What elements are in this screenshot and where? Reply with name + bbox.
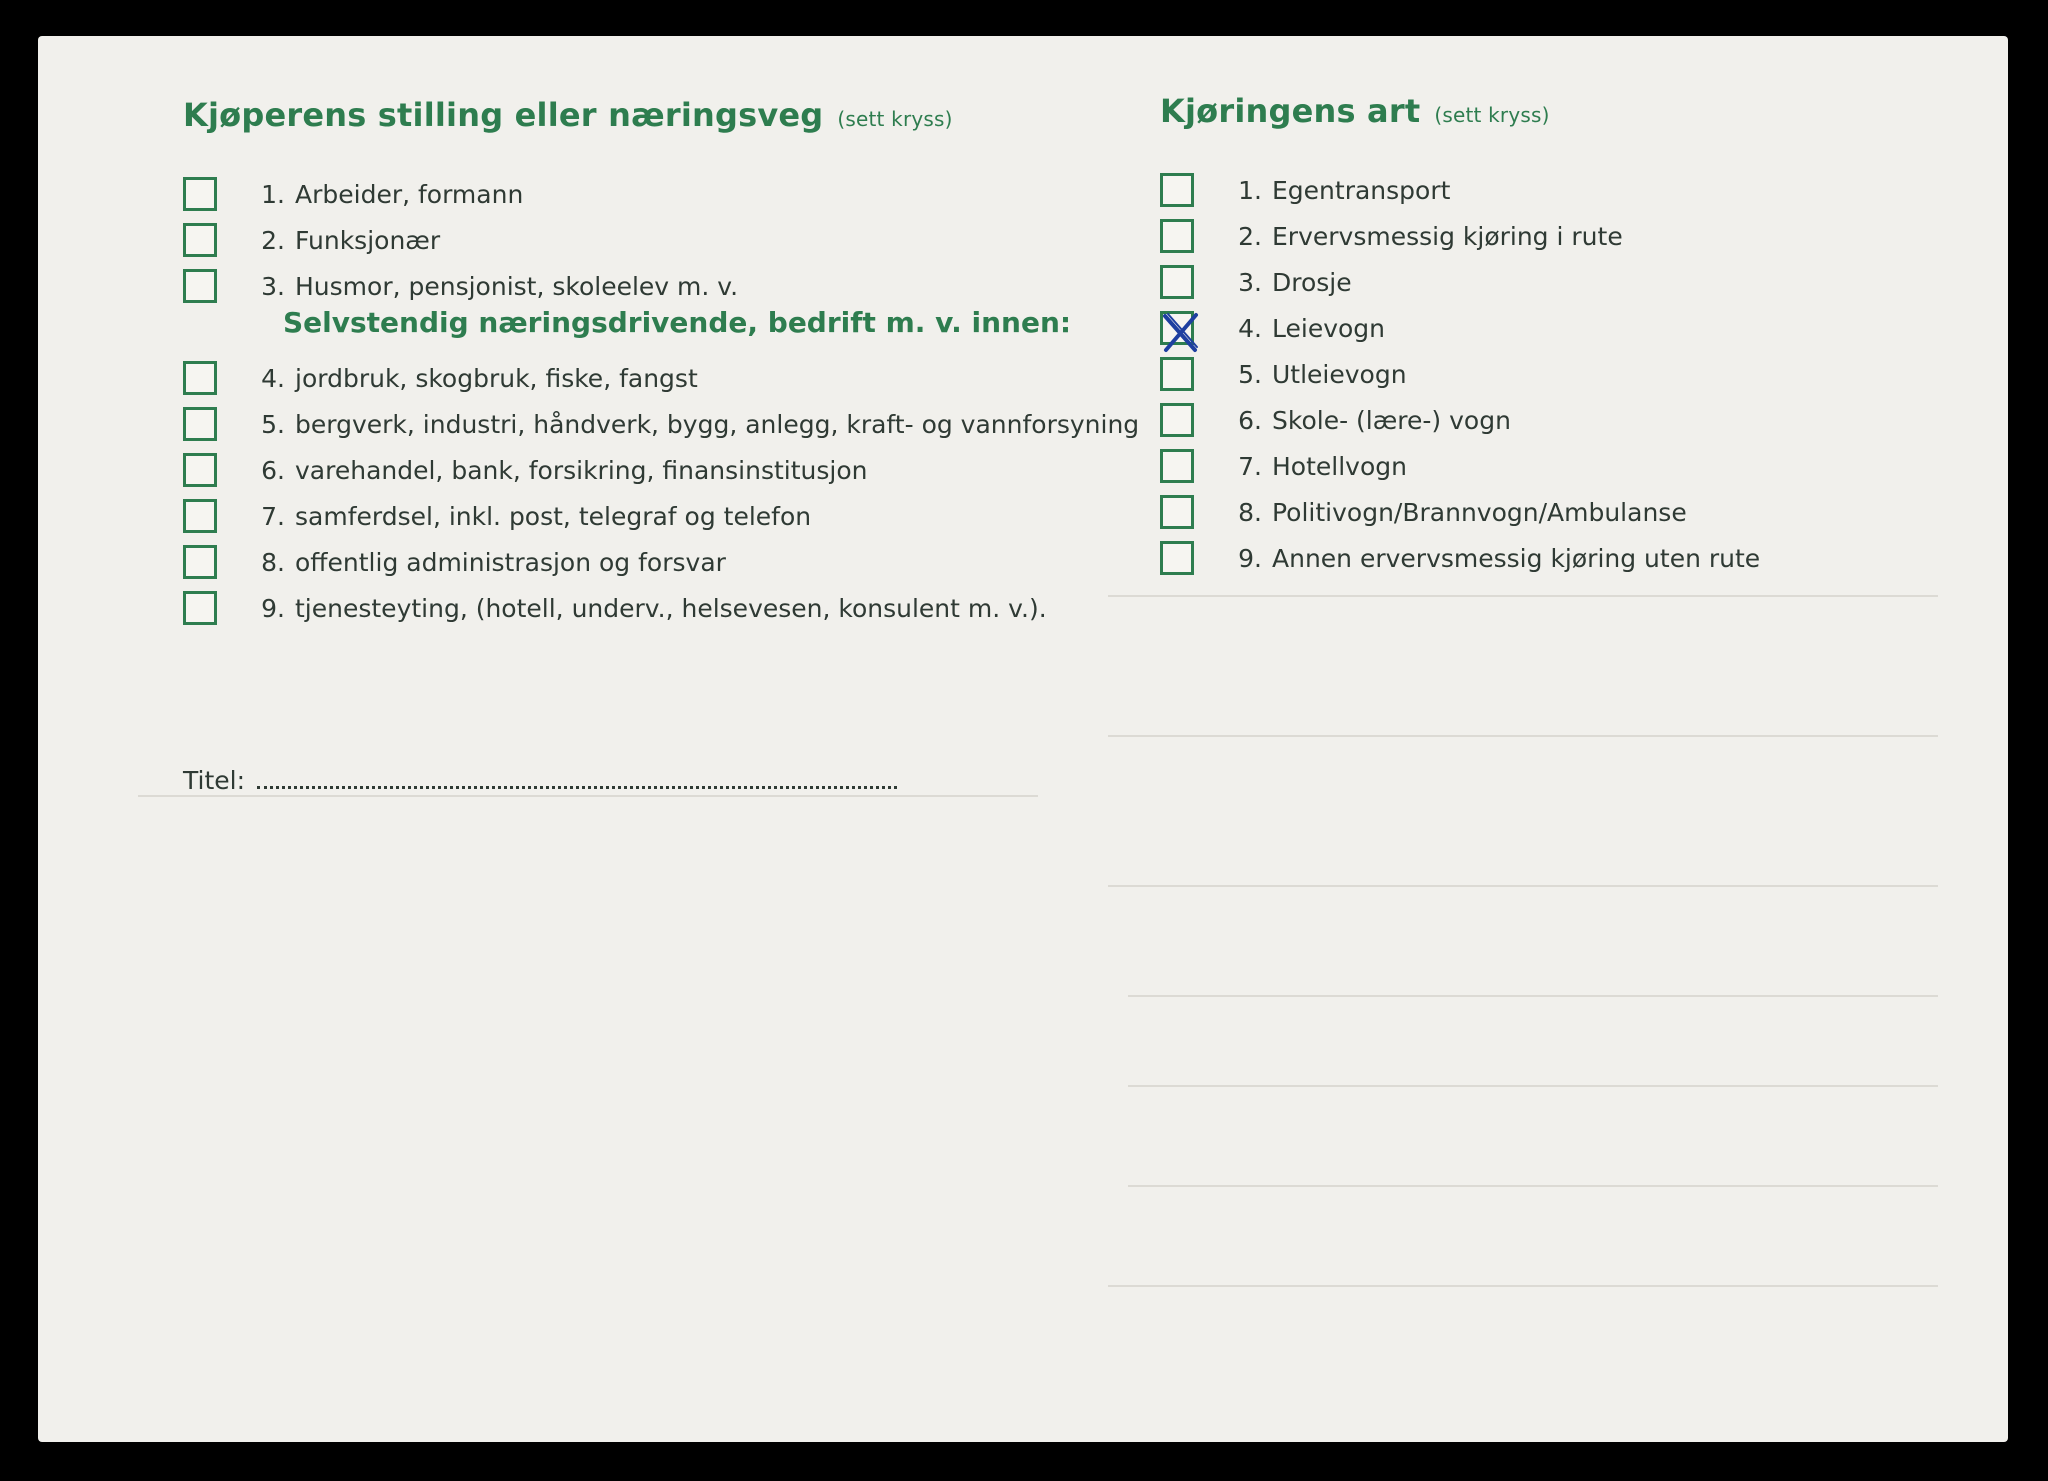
option-label: jordbruk, skogbruk, fiske, fangst	[295, 363, 698, 393]
option-label: Politivogn/Brannvogn/Ambulanse	[1272, 497, 1687, 527]
occupation-option-1[interactable]	[183, 174, 523, 214]
option-number: 4.	[261, 363, 285, 393]
checkbox[interactable]	[183, 591, 217, 625]
driving-option-9[interactable]	[1160, 538, 1760, 578]
option-number: 6.	[261, 455, 285, 485]
option-label: Drosje	[1272, 267, 1352, 297]
checkbox[interactable]	[1160, 173, 1194, 207]
checkbox[interactable]	[183, 545, 217, 579]
option-number: 3.	[1238, 267, 1262, 297]
checkbox[interactable]	[183, 407, 217, 441]
option-number: 8.	[1238, 497, 1262, 527]
checkbox[interactable]	[183, 223, 217, 257]
option-number: 2.	[1238, 221, 1262, 251]
option-number: 4.	[1238, 313, 1262, 343]
checkbox[interactable]	[183, 361, 217, 395]
option-label: Egentransport	[1272, 175, 1451, 205]
option-label: Husmor, pensjonist, skoleelev m. v.	[295, 271, 739, 301]
driving-type-heading	[1160, 92, 1550, 130]
option-number: 6.	[1238, 405, 1262, 435]
option-number: 3.	[261, 271, 285, 301]
driving-option-8[interactable]	[1160, 492, 1687, 532]
option-label: Arbeider, formann	[295, 179, 524, 209]
occupation-option-4[interactable]	[183, 358, 698, 398]
checkbox[interactable]	[1160, 219, 1194, 253]
heading-text: Kjøperens stilling eller næringsveg	[183, 96, 824, 134]
option-number: 9.	[1238, 543, 1262, 573]
option-label: samferdsel, inkl. post, telegraf og telefon	[295, 501, 812, 531]
option-number: 7.	[261, 501, 285, 531]
option-number: 1.	[261, 179, 285, 209]
form-card	[38, 36, 2008, 1442]
option-label: Funksjonær	[295, 225, 441, 255]
option-label: Ervervsmessig kjøring i rute	[1272, 221, 1623, 251]
option-number: 8.	[261, 547, 285, 577]
option-label: bergverk, industri, håndverk, bygg, anlegg, kraft- og vannforsyning	[295, 409, 1140, 439]
occupation-option-9[interactable]	[183, 588, 1047, 628]
checkbox[interactable]	[1160, 449, 1194, 483]
heading-note: (sett kryss)	[1434, 103, 1550, 127]
occupation-option-2[interactable]	[183, 220, 440, 260]
buyer-occupation-heading	[183, 96, 953, 134]
driving-option-4[interactable]	[1160, 308, 1385, 348]
driving-option-3[interactable]	[1160, 262, 1352, 302]
checkbox[interactable]	[183, 177, 217, 211]
option-label: tjenesteyting, (hotell, underv., helsevesen, konsulent m. v.).	[295, 593, 1047, 623]
occupation-option-6[interactable]	[183, 450, 868, 490]
occupation-option-5[interactable]	[183, 404, 1139, 444]
option-number: 9.	[261, 593, 285, 623]
heading-text: Kjøringens art	[1160, 92, 1421, 130]
option-label: Skole- (lære-) vogn	[1272, 405, 1511, 435]
option-number: 2.	[261, 225, 285, 255]
driving-option-1[interactable]	[1160, 170, 1450, 210]
checkbox[interactable]	[183, 269, 217, 303]
option-number: 5.	[261, 409, 285, 439]
option-label: Annen ervervsmessig kjøring uten rute	[1272, 543, 1761, 573]
driving-option-2[interactable]	[1160, 216, 1623, 256]
checkbox[interactable]	[1160, 403, 1194, 437]
option-label: offentlig administrasjon og forsvar	[295, 547, 726, 577]
driving-option-6[interactable]	[1160, 400, 1511, 440]
title-label: Titel:	[183, 766, 245, 795]
option-number: 7.	[1238, 451, 1262, 481]
occupation-option-8[interactable]	[183, 542, 726, 582]
title-field[interactable]	[183, 766, 897, 795]
option-label: Leievogn	[1272, 313, 1386, 343]
heading-note: (sett kryss)	[837, 107, 953, 131]
occupation-option-7[interactable]	[183, 496, 811, 536]
self-employed-subheading: Selvstendig næringsdrivende, bedrift m. v. innen:	[283, 306, 1072, 339]
checkbox[interactable]	[183, 453, 217, 487]
title-dotted-line[interactable]	[257, 782, 897, 789]
checkbox-checked[interactable]	[1160, 311, 1194, 345]
driving-option-5[interactable]	[1160, 354, 1407, 394]
occupation-option-3[interactable]	[183, 266, 738, 306]
checkbox[interactable]	[1160, 495, 1194, 529]
option-number: 1.	[1238, 175, 1262, 205]
driving-option-7[interactable]	[1160, 446, 1407, 486]
checkbox[interactable]	[1160, 265, 1194, 299]
option-label: Hotellvogn	[1272, 451, 1407, 481]
checkbox[interactable]	[1160, 541, 1194, 575]
option-label: varehandel, bank, forsikring, finansinstitusjon	[295, 455, 868, 485]
option-number: 5.	[1238, 359, 1262, 389]
handwritten-x-mark-icon	[1161, 310, 1201, 354]
checkbox[interactable]	[1160, 357, 1194, 391]
checkbox[interactable]	[183, 499, 217, 533]
option-label: Utleievogn	[1272, 359, 1407, 389]
